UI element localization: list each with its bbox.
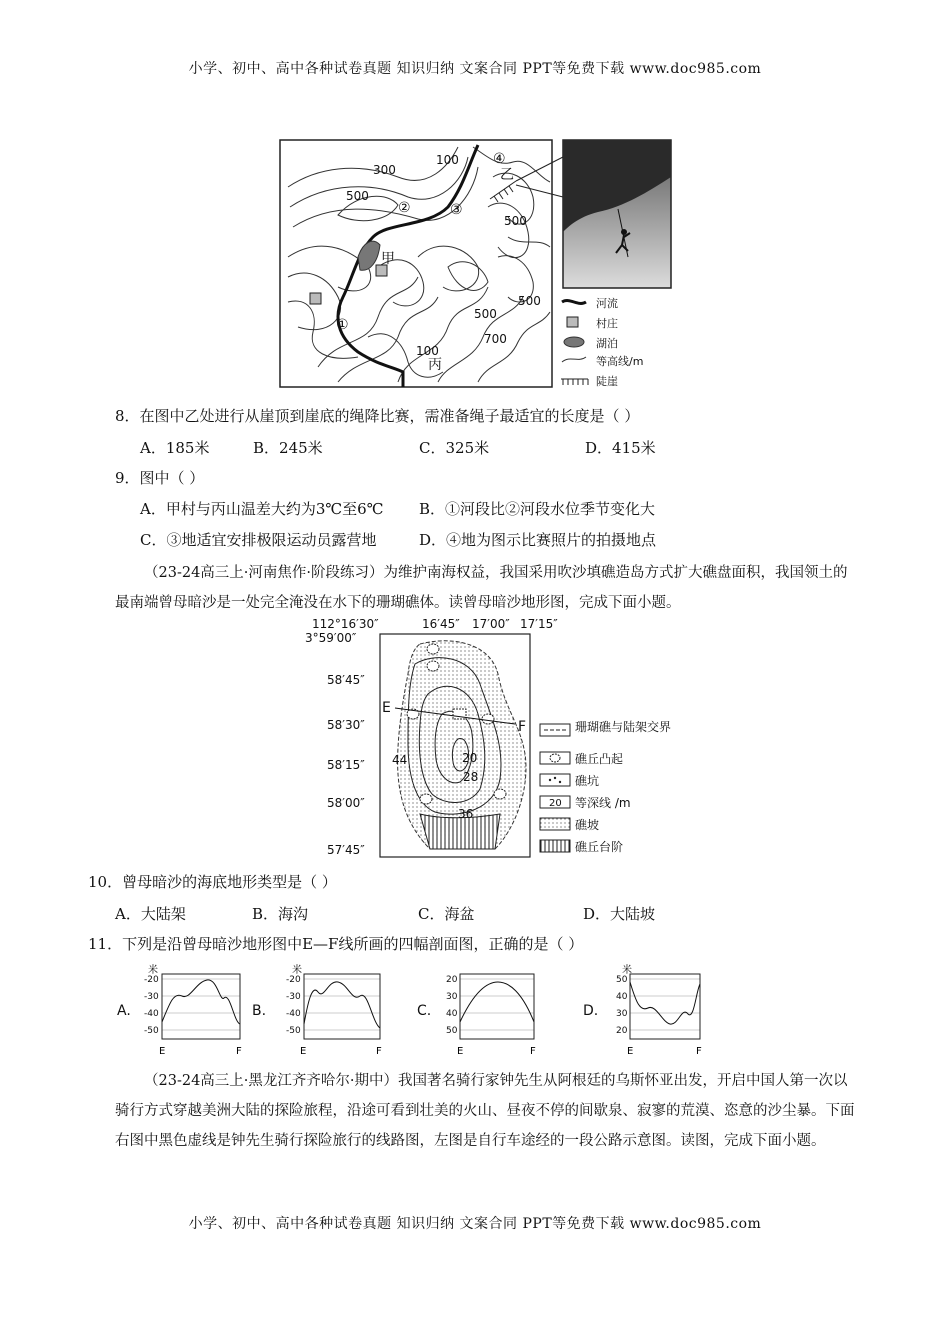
legend-label: 珊瑚礁与陆架交界 — [575, 720, 672, 734]
question-11-stem: 11．下列是沿曾母暗沙地形图中E—F线所画的四幅剖面图，正确的是（ ） — [88, 935, 584, 953]
zengmu-reef-map — [305, 614, 672, 862]
contour-label: 500 — [346, 189, 369, 203]
profile-line — [460, 982, 534, 1022]
axis-unit: 米 — [292, 965, 302, 976]
tick-label: 30 — [616, 1009, 628, 1019]
tick-label: 20 — [616, 1026, 628, 1036]
axis-end-label: F — [236, 1046, 242, 1057]
coord-label: 58′30″ — [327, 718, 365, 732]
tick-label: 40 — [616, 992, 628, 1002]
point-label: 乙 — [500, 167, 514, 183]
intro-paragraph-2: （23-24高三上·河南焦作·阶段练习）为维护南海权益，我国采用吹沙填礁造岛方式扩大礁盘面积，我国领土的最南端曾母暗沙是一处完全淹没在水下的珊瑚礁体。读曾母暗沙地形图，完成下面小题。 — [115, 565, 848, 611]
top-coord-labels — [312, 617, 558, 631]
axis-end-label: E — [300, 1046, 307, 1057]
q8-option-d[interactable]: D．415米 — [585, 439, 656, 457]
contour-label: 500 — [504, 214, 527, 228]
legend-terrace-symbol — [540, 840, 570, 852]
legend-label: 礁坡 — [575, 818, 600, 832]
tick-label: -40 — [144, 1009, 159, 1019]
contour-map — [278, 137, 678, 392]
contour-label: 500 — [474, 307, 497, 321]
question-10-stem: 10．曾母暗沙的海底地形类型是（ ） — [88, 873, 337, 891]
point-label: E — [382, 700, 391, 716]
point-label: ④ — [493, 151, 506, 167]
q10-option-c[interactable]: C．海盆 — [418, 905, 475, 923]
profile-line — [630, 982, 700, 1024]
q9-option-c[interactable]: C．③地适宜安排极限运动员露营地 — [140, 531, 377, 549]
axis-unit: 米 — [148, 965, 158, 976]
point-label: 丙 — [428, 357, 442, 373]
question-9-stem: 9．图中（ ） — [115, 469, 205, 487]
legend-label: 礁坑 — [575, 774, 600, 788]
legend-pit-symbol — [540, 774, 570, 786]
point-label: ① — [336, 317, 349, 333]
coord-label: 17′15″ — [520, 617, 558, 631]
page-header: 小学、初中、高中各种试卷真题 知识归纳 文案合同 PPT等免费下载 www.doc985.com — [188, 61, 762, 77]
depth-label: 28 — [463, 770, 479, 784]
tick-label: 30 — [446, 992, 458, 1002]
profile-option-b[interactable] — [252, 962, 392, 1062]
left-coord-labels — [305, 631, 365, 857]
coord-label: 17′00″ — [472, 617, 510, 631]
legend-label: 礁丘凸起 — [575, 752, 624, 766]
legend-sample: 20 — [549, 798, 562, 809]
coord-label: 58′15″ — [327, 758, 365, 772]
page-footer: 小学、初中、高中各种试卷真题 知识归纳 文案合同 PPT等免费下载 www.doc985.com — [188, 1216, 762, 1232]
depth-label: 44 — [392, 753, 408, 767]
legend-village-symbol — [567, 317, 578, 327]
depth-label: 36 — [458, 807, 474, 821]
q10-option-b[interactable]: B．海沟 — [252, 905, 309, 923]
option-label: A. — [117, 1003, 131, 1019]
axis-unit: 米 — [622, 965, 632, 976]
legend-label: 村庄 — [596, 317, 618, 330]
option-label: B. — [252, 1003, 267, 1019]
coord-label: 58′45″ — [327, 673, 365, 687]
axis-end-label: F — [696, 1046, 702, 1057]
profile-option-d[interactable] — [578, 962, 718, 1062]
tick-label: 20 — [446, 975, 458, 985]
legend-river-symbol — [562, 301, 586, 304]
axis-end-label: F — [376, 1046, 382, 1057]
tick-label: 50 — [446, 1026, 458, 1036]
coord-label: 57′45″ — [327, 843, 365, 857]
map2-legend — [540, 719, 671, 854]
contour-label: 100 — [416, 344, 439, 358]
q9-option-a[interactable]: A．甲村与丙山温差大约为3℃至6℃ — [140, 500, 384, 518]
coord-label: 3°59′00″ — [305, 631, 357, 645]
tick-label: -50 — [286, 1026, 301, 1036]
point-label: ② — [398, 200, 411, 216]
depth-label: 20 — [462, 751, 478, 765]
contour-label: 100 — [436, 153, 459, 167]
axis-end-label: E — [627, 1046, 634, 1057]
map1-legend — [561, 296, 643, 388]
legend-label: 等深线 /m — [575, 796, 631, 810]
tick-label: -30 — [144, 992, 159, 1002]
q8-option-c[interactable]: C．325米 — [419, 439, 490, 457]
profile-line — [304, 982, 380, 1028]
option-label: D. — [583, 1003, 599, 1019]
legend-label: 河流 — [596, 297, 618, 310]
tick-label: 40 — [446, 1009, 458, 1019]
legend-cliff-symbol — [561, 379, 588, 385]
coord-label: 16′45″ — [422, 617, 460, 631]
q10-option-d[interactable]: D．大陆坡 — [583, 905, 656, 923]
intro-paragraph-3: （23-24高三上·黑龙江齐齐哈尔·期中）我国著名骑行家钟先生从阿根廷的乌斯怀亚出发，开启中国人第一次以骑行方式穿越美洲大陆的探险旅程，沿途可看到壮美的火山、昼夜不停的间歇泉、寂寥的荒漠、恣意的沙尘暴。下面右图中黑色虚线是钟先生骑行探险旅行的线路图，左图是自行车途经的一段公路示意图。读图，完成下面小题。 — [115, 1073, 855, 1149]
village-west — [310, 293, 321, 304]
legend-label: 等高线/m — [596, 355, 644, 368]
tick-label: -20 — [286, 975, 301, 985]
legend-label: 陡崖 — [596, 375, 618, 388]
tick-label: -50 — [144, 1026, 159, 1036]
question-8-stem: 8．在图中乙处进行从崖顶到崖底的绳降比赛，需准备绳子最适宜的长度是（ ） — [115, 407, 640, 425]
tick-label: 50 — [616, 975, 628, 985]
point-label: ③ — [450, 202, 463, 218]
axis-end-label: E — [159, 1046, 166, 1057]
profile-option-a[interactable] — [112, 962, 252, 1062]
tick-label: -30 — [286, 992, 301, 1002]
option-label: C. — [417, 1003, 432, 1019]
contour-label: 700 — [484, 332, 507, 346]
tick-label: -20 — [144, 975, 159, 985]
profile-line — [162, 980, 240, 1024]
q9-option-b[interactable]: B．①河段比②河段水位季节变化大 — [419, 500, 656, 518]
legend-contour-symbol — [562, 357, 586, 362]
axis-end-label: E — [457, 1046, 464, 1057]
profile-option-c[interactable] — [412, 962, 552, 1062]
coord-label: 112°16′30″ — [312, 617, 379, 631]
legend-label: 湖泊 — [596, 337, 618, 350]
q8-option-a[interactable]: A．185米 — [140, 439, 210, 457]
q10-option-a[interactable]: A．大陆架 — [115, 905, 186, 923]
legend-slope-symbol — [540, 818, 570, 830]
point-label: 甲 — [381, 251, 395, 267]
rappelling-photo — [563, 140, 671, 288]
contour-label: 300 — [373, 163, 396, 177]
contour-label: 500 — [518, 294, 541, 308]
axis-end-label: F — [530, 1046, 536, 1057]
tick-label: -40 — [286, 1009, 301, 1019]
legend-label: 礁丘台阶 — [575, 840, 624, 854]
legend-lake-symbol — [564, 337, 584, 347]
q8-option-b[interactable]: B．245米 — [253, 439, 323, 457]
coord-label: 58′00″ — [327, 796, 365, 810]
point-label: F — [518, 719, 527, 735]
q9-option-d[interactable]: D．④地为图示比赛照片的拍摄地点 — [419, 531, 657, 549]
